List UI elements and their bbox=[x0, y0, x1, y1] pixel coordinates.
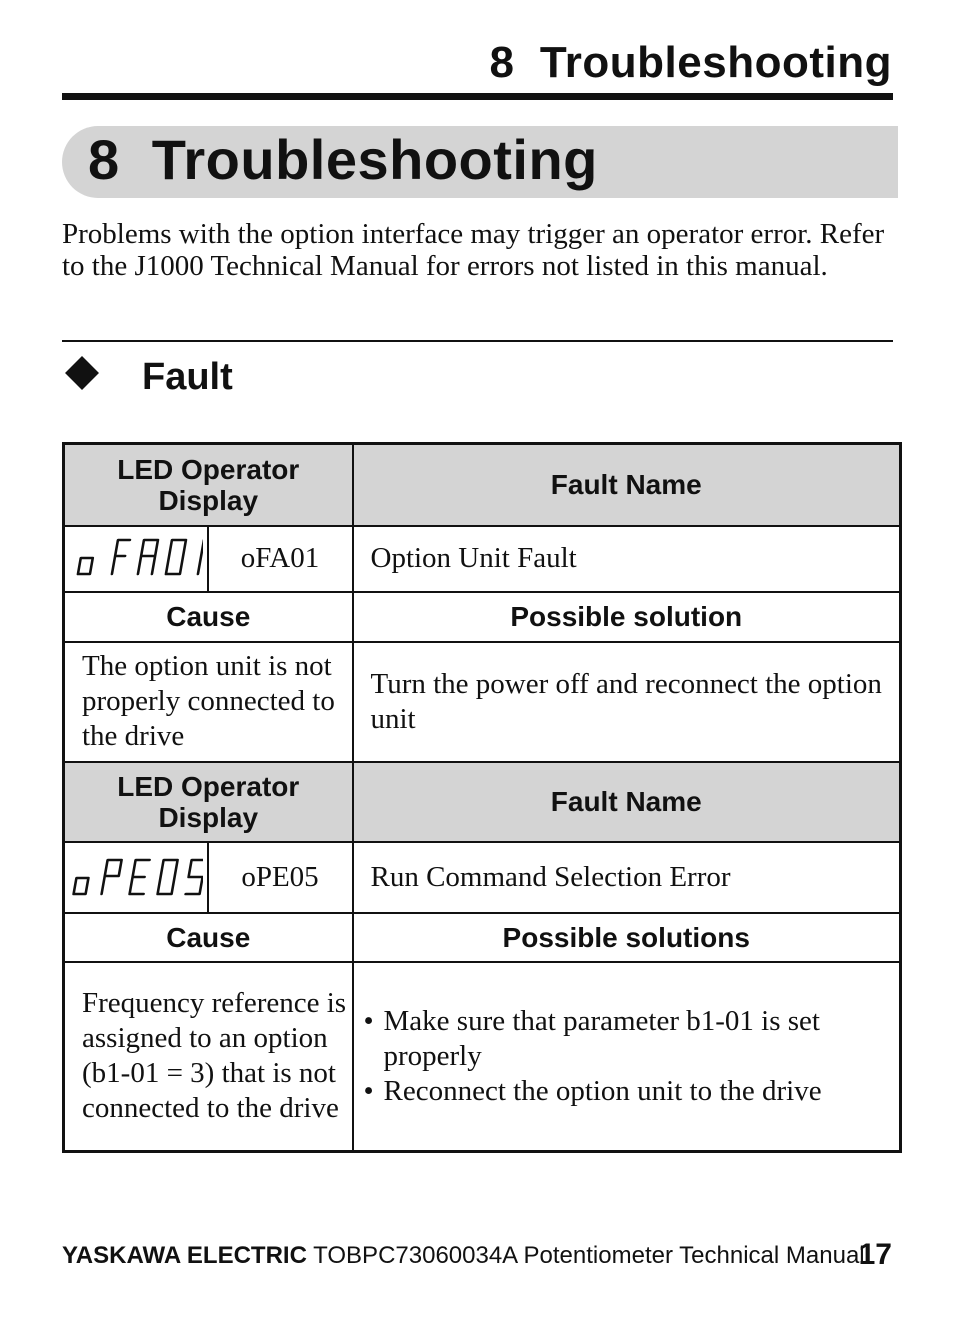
fault-name: Option Unit Fault bbox=[353, 526, 901, 592]
header-fault-name: Fault Name bbox=[353, 762, 901, 842]
solution-label: Possible solution bbox=[353, 592, 901, 642]
led-digit-F bbox=[112, 540, 130, 574]
footer-doc: TOBPC73060034A Potentiometer Technical Manual bbox=[313, 1242, 865, 1269]
led-digit-o bbox=[78, 558, 93, 574]
header-led-display: LED Operator Display bbox=[64, 444, 353, 526]
led-display-ofa01 bbox=[64, 526, 208, 592]
led-digit-1 bbox=[198, 540, 203, 574]
led-digit-0 bbox=[166, 540, 186, 574]
fault-code: oPE05 bbox=[208, 842, 353, 913]
fault-code: oFA01 bbox=[208, 526, 353, 592]
diamond-bullet-icon bbox=[65, 356, 99, 390]
chapter-title: 8 Troubleshooting bbox=[88, 128, 598, 191]
led-display-ope05 bbox=[64, 842, 208, 913]
cause-label: Cause bbox=[64, 913, 353, 962]
page-number: 17 bbox=[858, 1238, 892, 1271]
solution-item: • Make sure that parameter b1-01 is set properly bbox=[364, 1004, 900, 1074]
footer bbox=[62, 1242, 865, 1270]
led-digit-0 bbox=[158, 860, 178, 894]
fault-solutions bbox=[353, 962, 901, 1152]
solution-label: Possible solutions bbox=[353, 913, 901, 962]
led-digit-5 bbox=[186, 860, 203, 894]
fault-cause: The option unit is not properly connected to the drive bbox=[64, 642, 353, 762]
header-fault-name: Fault Name bbox=[353, 444, 901, 526]
led-digit-E bbox=[130, 860, 150, 894]
header-rule bbox=[62, 93, 893, 100]
led-digit-P bbox=[102, 860, 122, 894]
solution-list bbox=[354, 1004, 900, 1109]
header-led-display: LED Operator Display bbox=[64, 762, 353, 842]
footer-brand: YASKAWA ELECTRIC bbox=[62, 1242, 307, 1269]
section-rule bbox=[62, 340, 893, 342]
intro-paragraph: Problems with the option interface may trigger an operator error. Refer to the J1000 Technical Manual for errors not listed in this manual. bbox=[62, 218, 885, 282]
fault-cause: Frequency reference is assigned to an option (b1-01 = 3) that is not connected to the drive bbox=[64, 962, 353, 1152]
fault-solution: Turn the power off and reconnect the option unit bbox=[353, 642, 901, 762]
cause-label: Cause bbox=[64, 592, 353, 642]
led-digit-A bbox=[138, 540, 158, 574]
fault-table bbox=[62, 442, 902, 1153]
running-header: 8 Troubleshooting bbox=[489, 38, 892, 87]
fault-name: Run Command Selection Error bbox=[353, 842, 901, 913]
solution-item: • Reconnect the option unit to the drive bbox=[364, 1074, 900, 1109]
led-digit-o bbox=[74, 878, 89, 894]
section-title: Fault bbox=[142, 356, 233, 398]
